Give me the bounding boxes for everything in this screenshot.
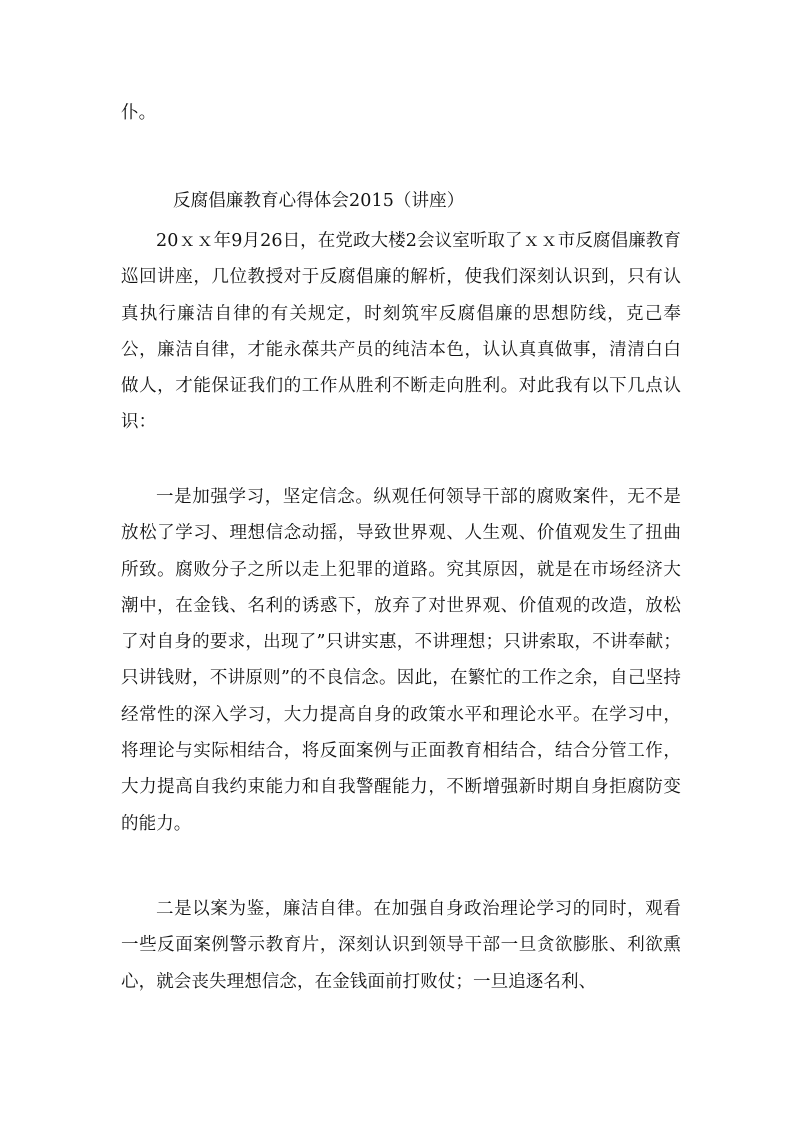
paragraph-intro [121,223,681,441]
carryover-line [121,95,681,131]
section-title: 反腐倡廉教育心得体会2015（讲座） [173,191,465,211]
section-title-block [121,183,681,219]
carryover-text: 仆。 [121,103,157,123]
paragraph-self-discipline [121,891,681,1000]
paragraph-text: 一是加强学习，坚定信念。纵观任何领导干部的腐败案件，无不是放松了学习、理想信念动摇，导致世界观、人生观、价值观发生了扭曲所致。腐败分子之所以走上犯罪的道路。究其原因，就是在市场经济大潮中，在金钱、名利的诱惑下，放弃了对世界观、价值观的改造，放松了对自身的要求，出现了”只讲实惠，不讲理想；只讲索取，不讲奉献；只讲钱财，不讲原则”的不良信念。因此，在繁忙的工作之余，自己坚持经常性的深入学习，大力提高自身的政策水平和理论水平。在学习中，将理论与实际相结合，将反面案例与正面教育相结合，结合分管工作，大力提高自我约束能力和自我警醒能力，不断增强新时期自身拒腐防变的能力。 [121,487,681,834]
paragraph-study [121,479,681,842]
paragraph-text: 20ｘｘ年9月26日，在党政大楼2会议室听取了ｘｘ市反腐倡廉教育巡回讲座，几位教授对于反腐倡廉的解析，使我们深刻认识到，只有认真执行廉洁自律的有关规定，时刻筑牢反腐倡廉的思想防线，克己奉公，廉洁自律，才能永葆共产员的纯洁本色，认认真真做事，清清白白做人，才能保证我们的工作从胜利不断走向胜利。对此我有以下几点认识： [121,231,682,433]
paragraph-text: 二是以案为鉴，廉洁自律。在加强自身政治理论学习的同时，观看一些反面案例警示教育片，深刻认识到领导干部一旦贪欲膨胀、利欲熏心，就会丧失理想信念，在金钱面前打败仗；一旦追逐名利、 [121,899,681,992]
